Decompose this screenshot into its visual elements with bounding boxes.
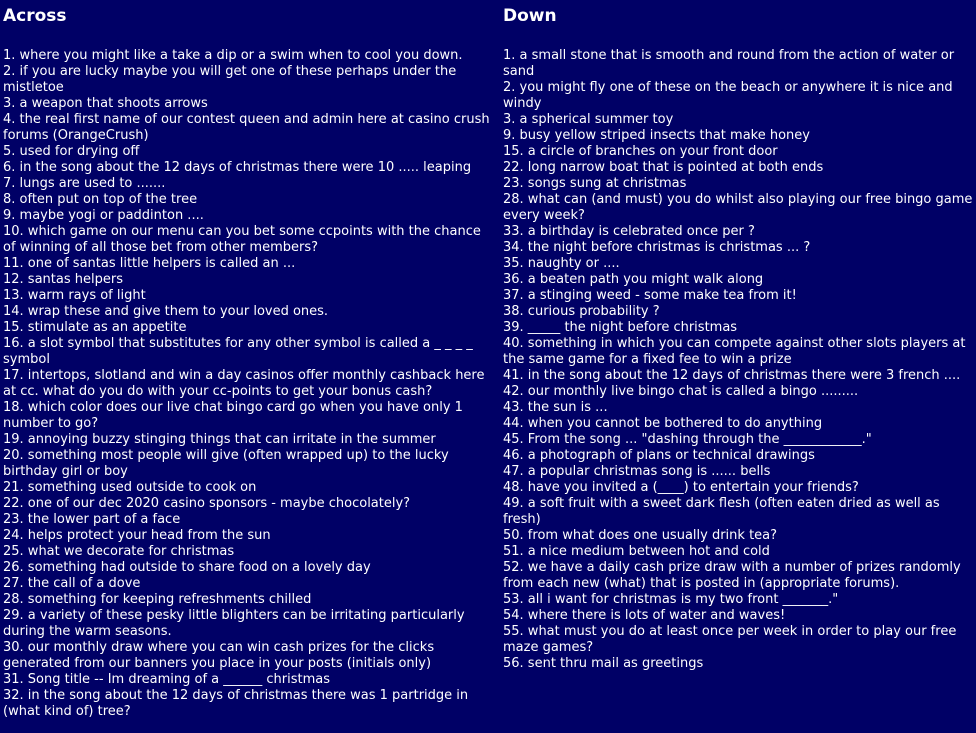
across-clue[interactable]: 8. often put on top of the tree bbox=[3, 192, 198, 207]
down-clue[interactable]: 41. in the song about the 12 days of christmas there were 3 french .... bbox=[503, 368, 961, 383]
down-clue[interactable]: 49. a soft fruit with a sweet dark flesh (often eaten dried as well as fresh) bbox=[503, 496, 940, 527]
across-heading: Across bbox=[3, 6, 67, 26]
across-clue[interactable]: 31. Song title -- Im dreaming of a ______ christmas bbox=[3, 672, 331, 687]
down-clue[interactable]: 56. sent thru mail as greetings bbox=[503, 656, 704, 671]
across-clue[interactable]: 11. one of santas little helpers is called an ... bbox=[3, 256, 296, 271]
across-clue[interactable]: 32. in the song about the 12 days of christmas there was 1 partridge in (what kind of) tree? bbox=[3, 688, 469, 719]
across-clue[interactable]: 30. our monthly draw where you can win cash prizes for the clicks generated from our banners you place in your posts (initials only) bbox=[3, 640, 435, 671]
down-clue[interactable]: 28. what can (and must) you do whilst also playing our free bingo game every week? bbox=[503, 192, 973, 223]
across-clue[interactable]: 19. annoying buzzy stinging things that can irritate in the summer bbox=[3, 432, 436, 447]
down-clue[interactable]: 50. from what does one usually drink tea? bbox=[503, 528, 778, 543]
across-clue[interactable]: 4. the real first name of our contest queen and admin here at casino crush forums (OrangeCrush) bbox=[3, 112, 490, 143]
across-clue[interactable]: 10. which game on our menu can you bet some ccpoints with the chance of winning of all those bet from other members? bbox=[3, 224, 481, 255]
down-clue[interactable]: 53. all i want for christmas is my two front _______." bbox=[503, 592, 839, 607]
across-clue[interactable]: 24. helps protect your head from the sun bbox=[3, 528, 271, 543]
down-clue[interactable]: 22. long narrow boat that is pointed at both ends bbox=[503, 160, 824, 175]
across-clue[interactable]: 27. the call of a dove bbox=[3, 576, 141, 591]
across-clue[interactable]: 23. the lower part of a face bbox=[3, 512, 181, 527]
across-clue[interactable]: 1. where you might like a take a dip or a swim when to cool you down. bbox=[3, 48, 463, 63]
down-clue[interactable]: 2. you might fly one of these on the beach or anywhere it is nice and windy bbox=[503, 80, 953, 111]
down-clue[interactable]: 46. a photograph of plans or technical drawings bbox=[503, 448, 815, 463]
across-clue[interactable]: 25. what we decorate for christmas bbox=[3, 544, 235, 559]
down-clue[interactable]: 44. when you cannot be bothered to do anything bbox=[503, 416, 823, 431]
down-clue[interactable]: 23. songs sung at christmas bbox=[503, 176, 687, 191]
across-clue[interactable]: 6. in the song about the 12 days of christmas there were 10 ..... leaping bbox=[3, 160, 472, 175]
across-clue[interactable]: 12. santas helpers bbox=[3, 272, 123, 287]
down-clue[interactable]: 9. busy yellow striped insects that make honey bbox=[503, 128, 810, 143]
across-clue[interactable]: 16. a slot symbol that substitutes for any other symbol is called a _ _ _ _ symbol bbox=[3, 336, 473, 367]
down-clue-list bbox=[503, 48, 973, 672]
down-clue[interactable]: 42. our monthly live bingo chat is called a bingo ......... bbox=[503, 384, 859, 399]
across-clue[interactable]: 2. if you are lucky maybe you will get one of these perhaps under the mistletoe bbox=[3, 64, 457, 95]
across-clue[interactable]: 29. a variety of these pesky little blighters can be irritating particularly during the warm seasons. bbox=[3, 608, 465, 639]
down-column bbox=[503, 0, 973, 672]
down-clue[interactable]: 43. the sun is ... bbox=[503, 400, 608, 415]
down-clue[interactable]: 1. a small stone that is smooth and round from the action of water or sand bbox=[503, 48, 955, 79]
across-clue[interactable]: 22. one of our dec 2020 casino sponsors - maybe chocolately? bbox=[3, 496, 411, 511]
across-clue[interactable]: 14. wrap these and give them to your loved ones. bbox=[3, 304, 329, 319]
across-clue-list bbox=[3, 48, 495, 720]
down-clue[interactable]: 45. From the song ... "dashing through the ____________." bbox=[503, 432, 872, 447]
down-clue[interactable]: 15. a circle of branches on your front door bbox=[503, 144, 778, 159]
across-clue[interactable]: 18. which color does our live chat bingo card go when you have only 1 number to go? bbox=[3, 400, 463, 431]
down-clue[interactable]: 54. where there is lots of water and waves! bbox=[503, 608, 786, 623]
down-clue[interactable]: 39. _____ the night before christmas bbox=[503, 320, 738, 335]
across-clue[interactable]: 5. used for drying off bbox=[3, 144, 140, 159]
across-clue[interactable]: 7. lungs are used to ....... bbox=[3, 176, 166, 191]
down-clue[interactable]: 34. the night before christmas is christmas ... ? bbox=[503, 240, 811, 255]
across-clue[interactable]: 15. stimulate as an appetite bbox=[3, 320, 187, 335]
down-clue[interactable]: 35. naughty or .... bbox=[503, 256, 620, 271]
across-clue[interactable]: 17. intertops, slotland and win a day casinos offer monthly cashback here at cc. what do you do with your cc-points to get your bonus cash? bbox=[3, 368, 485, 399]
down-clue[interactable]: 36. a beaten path you might walk along bbox=[503, 272, 764, 287]
down-clue[interactable]: 38. curious probability ? bbox=[503, 304, 660, 319]
across-clue[interactable]: 13. warm rays of light bbox=[3, 288, 146, 303]
down-clue[interactable]: 52. we have a daily cash prize draw with a number of prizes randomly from each new (what) that is posted in (appropriate forums). bbox=[503, 560, 961, 591]
down-clue[interactable]: 40. something in which you can compete against other slots players at the same game for a fixed fee to win a prize bbox=[503, 336, 966, 367]
down-clue[interactable]: 51. a nice medium between hot and cold bbox=[503, 544, 770, 559]
down-clue[interactable]: 33. a birthday is celebrated once per ? bbox=[503, 224, 755, 239]
across-clue[interactable]: 26. something had outside to share food on a lovely day bbox=[3, 560, 371, 575]
down-clue[interactable]: 37. a stinging weed - some make tea from it! bbox=[503, 288, 797, 303]
down-clue[interactable]: 55. what must you do at least once per week in order to play our free maze games? bbox=[503, 624, 957, 655]
across-clue[interactable]: 20. something most people will give (often wrapped up) to the lucky birthday girl or boy bbox=[3, 448, 449, 479]
down-clue[interactable]: 47. a popular christmas song is ...... bells bbox=[503, 464, 771, 479]
down-clue[interactable]: 3. a spherical summer toy bbox=[503, 112, 674, 127]
across-clue[interactable]: 21. something used outside to cook on bbox=[3, 480, 257, 495]
down-clue[interactable]: 48. have you invited a (____) to entertain your friends? bbox=[503, 480, 859, 495]
down-heading: Down bbox=[503, 6, 557, 26]
across-column bbox=[3, 0, 495, 720]
across-clue[interactable]: 3. a weapon that shoots arrows bbox=[3, 96, 208, 111]
across-clue[interactable]: 9. maybe yogi or paddinton .... bbox=[3, 208, 204, 223]
across-clue[interactable]: 28. something for keeping refreshments chilled bbox=[3, 592, 312, 607]
